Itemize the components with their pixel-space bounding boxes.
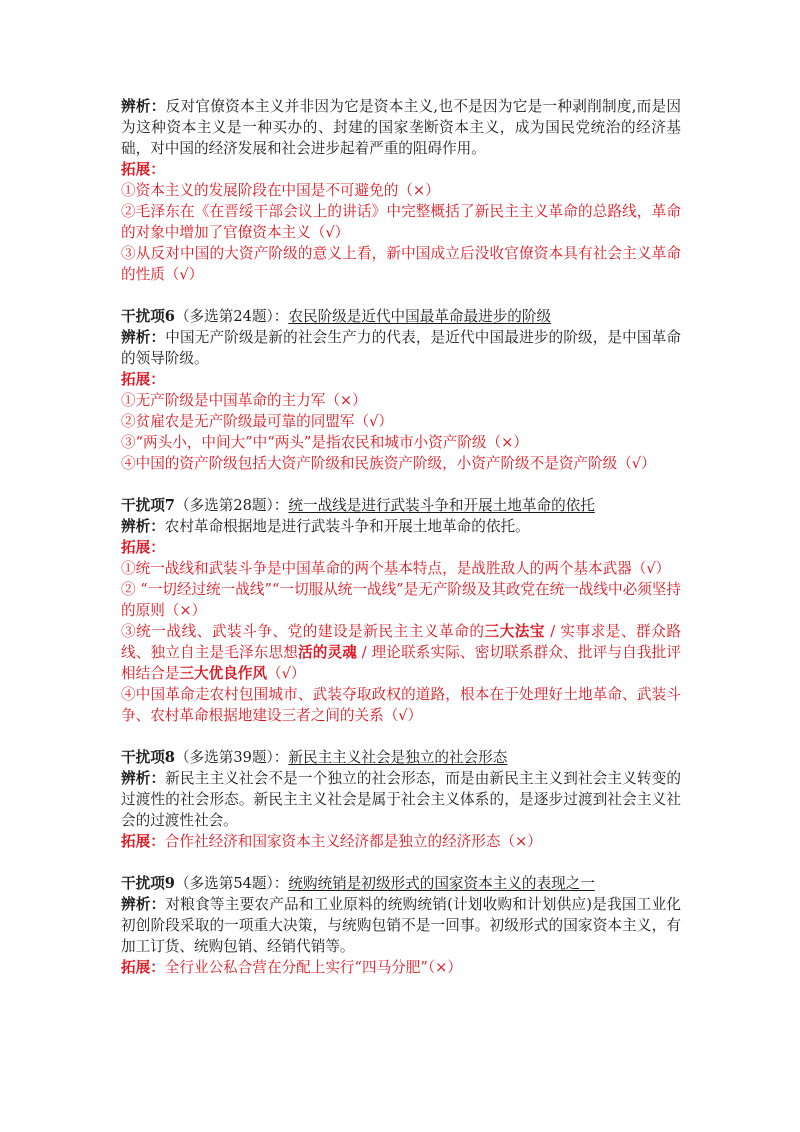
- distractor-label: 干扰项9: [121, 875, 175, 892]
- extension-paragraph: [121, 957, 681, 978]
- extension-item: ④中国革命走农村包围城市、武装夺取政权的道路，根本在于处理好土地革命、武装斗争、农村革命根据地建设三者之间的关系（√）: [121, 686, 681, 724]
- analysis-text: 中国无产阶级是新的社会生产力的代表，是近代中国最进步的阶级，是中国革命的领导阶级。: [121, 329, 681, 367]
- extension-item: ①无产阶级是中国革命的主力军（×）: [121, 392, 367, 409]
- question-source: （多选第24题）：: [174, 308, 289, 325]
- analysis-label: 辨析：: [121, 770, 166, 787]
- analysis-text: 新民主主义社会不是一个独立的社会形态，而是由新民主主义到社会主义转变的过渡性的社会形态。新民主主义社会是属于社会主义体系的，是逐步过渡到社会主义社会的过渡性社会。: [121, 770, 681, 829]
- extension-item: ② “一切经过统一战线”“一切服从统一战线”是无产阶级及其政党在统一战线中必须坚持的原则（×）: [121, 581, 681, 619]
- question-source: （多选第54题）：: [174, 875, 289, 892]
- extension-item: ③统一战线、武装斗争、党的建设是新民主主义革命的三大法宝 / 实事求是、群众路线、独立自主是毛泽东思想活的灵魂 / 理论联系实际、密切联系群众、批评与自我批评相结合是三大优良作风（√）: [121, 623, 681, 682]
- analysis-label: 辨析：: [121, 896, 166, 913]
- extension-item: ①资本主义的发展阶段在中国是不可避免的（×）: [121, 182, 440, 199]
- analysis-paragraph: [121, 768, 681, 831]
- distractor-statement: 新民主主义社会是独立的社会形态: [288, 749, 508, 766]
- extension-label: 拓展：: [121, 539, 165, 556]
- distractor-statement: 统一战线是进行武装斗争和开展土地革命的依托: [288, 497, 595, 514]
- distractor-heading-8: [121, 747, 681, 768]
- extension-text: 合作社经济和国家资本主义经济都是独立的经济形态（×）: [164, 833, 542, 850]
- extension-label: 拓展：: [121, 833, 165, 850]
- extension-item: ①统一战线和武装斗争是中国革命的两个基本特点，是战胜敌人的两个基本武器（√）: [121, 560, 671, 577]
- extension-item: ③从反对中国的大资产阶级的意义上看，新中国成立后没收官僚资本具有社会主义革命的性质（√）: [121, 245, 681, 283]
- distractor-heading-6: [121, 306, 681, 327]
- distractor-heading-7: [121, 495, 681, 516]
- question-source: （多选第39题）：: [174, 749, 289, 766]
- extension-paragraph: [121, 831, 681, 852]
- distractor-label: 干扰项6: [121, 308, 175, 325]
- analysis-label: 辨析：: [121, 98, 166, 115]
- analysis-text: 对粮食等主要农产品和工业原料的统购统销(计划收购和计划供应)是我国工业化初创阶段采取的一项重大决策，与统购包销不是一回事。初级形式的国家资本主义，有加工订货、统购包销、经销代销等。: [121, 896, 681, 955]
- analysis-text: 农村革命根据地是进行武装斗争和开展土地革命的依托。: [164, 518, 530, 535]
- analysis-label: 辨析：: [121, 329, 166, 346]
- extension-item: ②贫雇农是无产阶级最可靠的同盟军（√）: [121, 413, 393, 430]
- extension-label: 拓展：: [121, 959, 165, 976]
- extension-text: 全行业公私合营在分配上实行“四马分肥”（×）: [164, 959, 462, 976]
- analysis-paragraph: [121, 96, 681, 159]
- analysis-paragraph: [121, 894, 681, 957]
- distractor-label: 干扰项8: [121, 749, 175, 766]
- extension-item: ③“两头小，中间大”中“两头”是指农民和城市小资产阶级（×）: [121, 434, 528, 451]
- keyword-three-fine-styles: 三大优良作风: [179, 665, 267, 682]
- analysis-paragraph: [121, 516, 681, 537]
- extension-item: ④中国的资产阶级包括大资产阶级和民族资产阶级，小资产阶级不是资产阶级（√）: [121, 455, 656, 472]
- question-source: （多选第28题）：: [174, 497, 289, 514]
- analysis-label: 辨析：: [121, 518, 165, 535]
- extension-label: 拓展：: [121, 161, 165, 178]
- extension-item: ②毛泽东在《在晋绥干部会议上的讲话》中完整概括了新民主主义革命的总路线，革命的对象中增加了官僚资本主义（√）: [121, 203, 681, 241]
- distractor-label: 干扰项7: [121, 497, 175, 514]
- analysis-paragraph: [121, 327, 681, 369]
- keyword-living-soul: 活的灵魂: [297, 644, 357, 661]
- analysis-text: 反对官僚资本主义并非因为它是资本主义,也不是因为它是一种剥削制度,而是因为这种资本主义是一种买办的、封建的国家垄断资本主义，成为国民党统治的经济基础，对中国的经济发展和社会进步起着严重的阻碍作用。: [121, 98, 681, 157]
- extension-label: 拓展：: [121, 371, 165, 388]
- keyword-three-magic-weapons: 三大法宝: [484, 623, 546, 640]
- distractor-statement: 统购统销是初级形式的国家资本主义的表现之一: [288, 875, 595, 892]
- distractor-heading-9: [121, 873, 681, 894]
- document-body: [121, 96, 681, 978]
- distractor-statement: 农民阶级是近代中国最革命最进步的阶级: [288, 308, 552, 325]
